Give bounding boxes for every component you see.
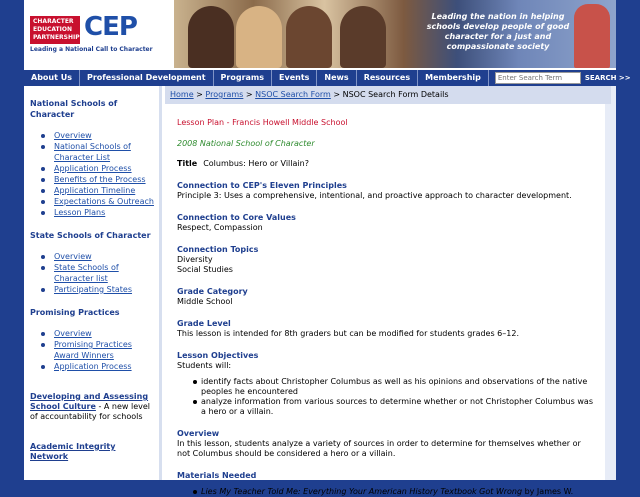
- header: [24, 0, 616, 68]
- lesson-content: [165, 104, 605, 496]
- grade-level-heading: Grade Level: [177, 319, 231, 328]
- topic-item: Social Studies: [177, 265, 233, 274]
- material-title: Lies My Teacher Told Me: Everything Your American History Textbook Got Wrong: [201, 487, 523, 496]
- banner-photo: [174, 0, 616, 68]
- objectives-heading: Lesson Objectives: [177, 351, 259, 360]
- school-award-note: 2008 National School of Character: [177, 139, 315, 148]
- child-photo: [574, 4, 610, 68]
- sidebar-item[interactable]: Promising Practices Award Winners: [50, 339, 155, 361]
- student-photo: [286, 6, 332, 68]
- lesson-title: Lesson Plan - Francis Howell Middle School: [177, 118, 348, 127]
- overview-heading: Overview: [177, 429, 220, 438]
- sidebar-list-national: [50, 130, 155, 218]
- sidebar-item[interactable]: Application Process: [50, 163, 155, 174]
- material-item: [193, 487, 593, 497]
- sidebar-heading-state[interactable]: State Schools of Character: [30, 231, 151, 240]
- breadcrumb-nsoc[interactable]: NSOC Search Form: [255, 90, 331, 99]
- sidebar-culture-block: [30, 392, 155, 422]
- nav-professional-development[interactable]: Professional Development: [80, 70, 214, 86]
- search-input[interactable]: [495, 72, 581, 84]
- sidebar-item[interactable]: Overview: [50, 130, 155, 141]
- sidebar-item[interactable]: Application Process: [50, 361, 155, 372]
- logo-line: PARTNERSHIP: [33, 34, 80, 41]
- nav-about-us[interactable]: About Us: [24, 70, 80, 86]
- search-button[interactable]: SEARCH >>: [584, 74, 631, 82]
- integrity-link[interactable]: Academic Integrity Network: [30, 442, 116, 461]
- values-heading: Connection to Core Values: [177, 213, 296, 222]
- materials-list: [193, 487, 593, 497]
- grade-category-body: Middle School: [177, 297, 233, 306]
- sidebar-list-state: [50, 251, 155, 295]
- sidebar-item[interactable]: Overview: [50, 251, 155, 262]
- culture-text: - A new level of accountability for schools: [30, 402, 151, 421]
- sidebar-item[interactable]: Expectations & Outreach: [50, 196, 155, 207]
- sidebar-item[interactable]: Participating States: [50, 284, 155, 295]
- title-line: [177, 159, 593, 168]
- values-body: Respect, Compassion: [177, 223, 263, 232]
- topics-body: [177, 255, 593, 275]
- nav-events[interactable]: Events: [272, 70, 317, 86]
- material-author: by James W.: [522, 487, 574, 496]
- title-label: Title: [177, 159, 198, 168]
- nav-resources[interactable]: Resources: [357, 70, 418, 86]
- grade-level-body: This lesson is intended for 8th graders but can be modified for students grades 6–12.: [177, 329, 519, 338]
- banner-tagline: Leading the nation in helping schools develop people of good character for a just and compassionate society: [426, 12, 570, 51]
- culture-link[interactable]: Developing and Assessing School Culture: [30, 392, 149, 411]
- objective-item: analyze information from various sources to determine whether or not Christopher Columbus was a hero or a villain.: [193, 397, 593, 417]
- sidebar-item[interactable]: Overview: [50, 328, 155, 339]
- breadcrumb-current: NSOC Search Form Details: [342, 90, 449, 99]
- cep-logo[interactable]: [28, 12, 170, 56]
- sidebar-integrity-block: [30, 442, 155, 462]
- breadcrumb-sep: >: [243, 90, 256, 99]
- student-photo: [188, 6, 234, 68]
- sidebar: [24, 86, 162, 480]
- topic-item: Diversity: [177, 255, 213, 264]
- sidebar-item[interactable]: Application Timeline: [50, 185, 155, 196]
- logo-mark: CEP: [84, 12, 137, 42]
- sidebar-item[interactable]: Benefits of the Process: [50, 174, 155, 185]
- student-photo: [340, 6, 386, 68]
- logo-line: EDUCATION: [33, 26, 72, 33]
- topics-heading: Connection Topics: [177, 245, 259, 254]
- principles-body: Principle 3: Uses a comprehensive, intentional, and proactive approach to character development.: [177, 191, 572, 200]
- sidebar-list-promising: [50, 328, 155, 372]
- objective-item: identify facts about Christopher Columbus as well as his opinions and observations of the native peoples he encountered: [193, 377, 593, 397]
- breadcrumb: [165, 86, 611, 104]
- student-photo: [236, 6, 282, 68]
- nav-membership[interactable]: Membership: [418, 70, 489, 86]
- sidebar-heading-national[interactable]: National Schools of Character: [30, 99, 118, 119]
- breadcrumb-programs[interactable]: Programs: [205, 90, 244, 99]
- page: [24, 0, 631, 496]
- logo-tagline: Leading a National Call to Character: [30, 46, 153, 53]
- main-nav: [24, 70, 631, 86]
- sidebar-item[interactable]: State Schools of Character list: [50, 262, 155, 284]
- sidebar-heading-promising[interactable]: Promising Practices: [30, 308, 120, 317]
- materials-heading: Materials Needed: [177, 471, 257, 480]
- logo-line: CHARACTER: [33, 18, 74, 25]
- sidebar-item[interactable]: Lesson Plans: [50, 207, 155, 218]
- overview-body: In this lesson, students analyze a variety of sources in order to determine for themselves whether or not Columbus should be considered a hero or a villain.: [177, 439, 581, 458]
- logo-red-block: [30, 16, 80, 44]
- objectives-intro: Students will:: [177, 361, 232, 370]
- title-value: Columbus: Hero or Villain?: [203, 159, 309, 168]
- sidebar-item[interactable]: National Schools of Character List: [50, 141, 155, 163]
- principles-heading: Connection to CEP's Eleven Principles: [177, 181, 347, 190]
- breadcrumb-home[interactable]: Home: [170, 90, 194, 99]
- breadcrumb-sep: >: [193, 90, 206, 99]
- nav-programs[interactable]: Programs: [214, 70, 272, 86]
- grade-category-heading: Grade Category: [177, 287, 248, 296]
- main-area: [165, 86, 616, 496]
- nav-news[interactable]: News: [317, 70, 356, 86]
- objectives-list: [193, 377, 593, 417]
- breadcrumb-sep: >: [330, 90, 343, 99]
